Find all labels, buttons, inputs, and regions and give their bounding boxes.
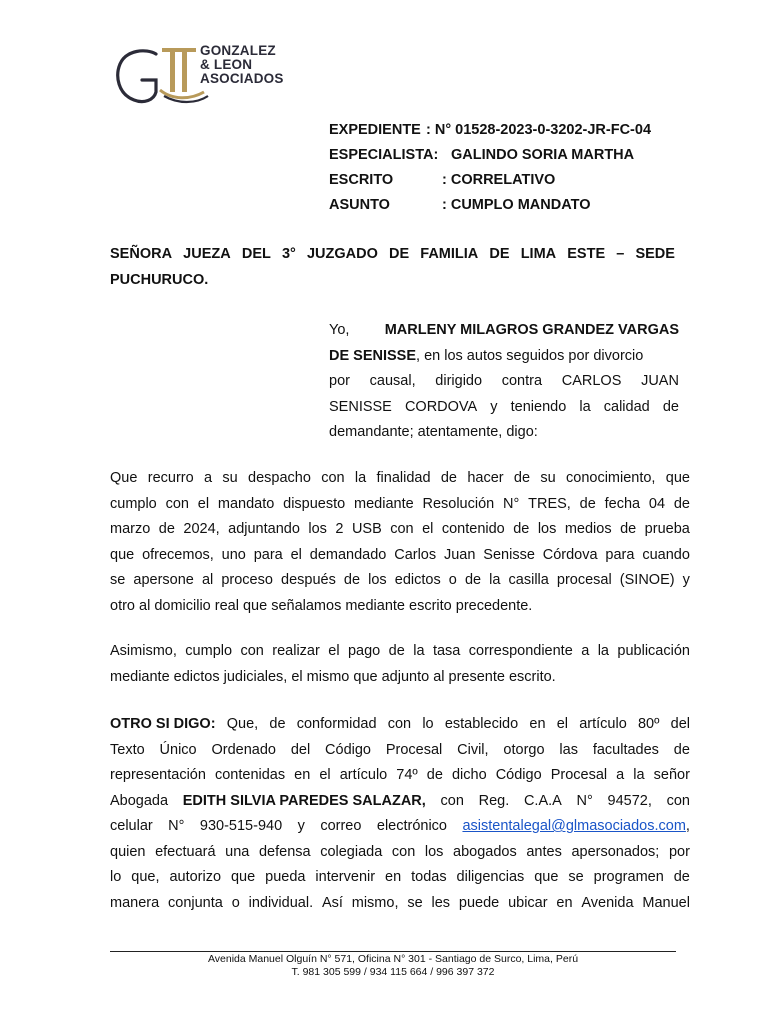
p1-line <box>110 543 690 569</box>
word: o <box>231 894 240 911</box>
p1-line <box>110 492 690 518</box>
word: Manuel <box>642 894 690 911</box>
addressee-word: DE <box>489 246 510 262</box>
word: cumplo <box>185 643 233 659</box>
word: para <box>605 546 635 563</box>
word: la <box>597 643 609 659</box>
word: Asimismo, <box>110 643 177 659</box>
intro-line2-rest: , en los autos seguidos por divorcio <box>416 347 644 364</box>
body-paragraph-1 <box>110 466 690 619</box>
addressee-word: DE <box>389 246 410 262</box>
word: les <box>431 894 451 911</box>
word: defensa <box>258 843 311 860</box>
asunto-row <box>329 195 591 220</box>
word: por <box>329 373 350 389</box>
word: individual. <box>248 894 314 911</box>
word: el <box>422 521 434 537</box>
word: representación <box>110 767 206 783</box>
word: del <box>290 741 311 758</box>
word: de <box>673 741 690 758</box>
addressee-word: – <box>616 246 625 262</box>
especialista-label: ESPECIALISTA: <box>329 147 439 163</box>
word: Senisse <box>483 546 535 563</box>
footer-address: Avenida Manuel Olguín N° 571, Oficina N° 301 - Santiago de Surco, Lima, Perú <box>207 953 579 965</box>
word: manera <box>110 894 160 911</box>
p1-last-line: otro al domicilio real que señalamos mediante escrito precedente. <box>110 597 533 614</box>
word: la <box>579 398 591 415</box>
word: una <box>225 843 250 860</box>
word: intervenir <box>315 869 376 885</box>
footer-phones: T. 981 305 599 / 934 115 664 / 996 397 372 <box>291 966 495 978</box>
footer-divider <box>110 951 676 952</box>
word: Reg. <box>478 792 510 809</box>
word: N° <box>168 818 185 834</box>
word: en <box>529 716 546 732</box>
word: facultades <box>592 741 659 758</box>
addressee-word: LIMA <box>520 246 557 262</box>
word: de <box>579 495 596 512</box>
word: los <box>368 572 387 588</box>
case-header <box>329 120 652 220</box>
word: los <box>308 521 327 537</box>
word: antes <box>526 843 562 860</box>
word: autorizo <box>169 869 222 885</box>
addressee-word: SEÑORA <box>110 246 173 262</box>
p1-line <box>110 517 690 543</box>
intro-line5: demandante; atentamente, digo: <box>329 424 538 440</box>
word: el <box>197 495 210 512</box>
intro-name-part1: MARLENY MILAGROS GRANDEZ VARGAS <box>384 322 679 338</box>
word: con <box>387 716 412 732</box>
word: cuando <box>642 546 690 563</box>
asunto-value: : CUMPLO MANDATO <box>442 197 591 213</box>
word: el <box>319 767 331 783</box>
word: la <box>633 767 645 783</box>
firm-name-line3: ASOCIADOS <box>200 71 284 86</box>
word: de <box>464 572 482 588</box>
word: prueba <box>644 521 690 537</box>
word: USB <box>351 521 382 537</box>
addressee <box>110 241 675 293</box>
escrito-row <box>329 170 556 195</box>
word: establecido <box>444 716 519 732</box>
word: la <box>413 643 425 659</box>
word: N° <box>503 495 520 512</box>
word: marzo <box>110 521 151 537</box>
word: en <box>385 869 402 885</box>
p1-line <box>110 466 690 492</box>
word: C.A.A <box>523 792 562 809</box>
word: puede <box>458 894 500 911</box>
word: se <box>407 894 423 911</box>
word: a <box>581 643 590 659</box>
body-paragraph-2 <box>110 639 690 690</box>
p3-line2 <box>110 738 690 764</box>
word: la <box>489 572 501 588</box>
word: calidad <box>603 398 650 415</box>
word: su <box>540 470 556 486</box>
especialista-row <box>329 145 635 170</box>
word: contenido <box>441 521 505 537</box>
word: tasa <box>432 643 461 659</box>
p3-line3 <box>110 763 690 789</box>
addressee-word: JUEZA <box>183 246 231 262</box>
word: CARLOS <box>561 373 622 389</box>
attorney-name: EDITH SILVIA PAREDES SALAZAR, <box>182 792 426 809</box>
word: medios <box>564 521 612 537</box>
addressee-line1 <box>110 241 675 267</box>
word: apersonados; <box>571 843 660 860</box>
word: hacer <box>467 470 504 486</box>
word: Carlos <box>394 546 437 563</box>
word: teniendo <box>510 398 567 415</box>
word: Único <box>159 741 197 758</box>
word: de <box>388 643 405 659</box>
word: edictos <box>394 572 441 588</box>
p3-line5-email-wrap <box>462 814 690 840</box>
word: cumplo <box>110 495 157 512</box>
word: Código <box>495 767 542 783</box>
word: y <box>490 398 498 415</box>
intro-line2 <box>329 344 679 370</box>
word: con <box>240 643 264 659</box>
word: mismo, <box>351 894 399 911</box>
word: todas <box>411 869 447 885</box>
word: que <box>534 869 559 885</box>
intro-line3 <box>329 369 679 395</box>
word: diligencias <box>456 869 525 885</box>
word: el <box>556 716 569 732</box>
word: electrónico <box>376 818 447 834</box>
addressee-word: ESTE <box>567 246 606 262</box>
word: y <box>297 818 305 834</box>
word: de <box>620 521 637 537</box>
word: a <box>203 470 213 486</box>
word: de <box>440 470 457 486</box>
p3-line1 <box>110 712 690 738</box>
word: Así <box>321 894 343 911</box>
asunto-label: ASUNTO <box>329 197 390 213</box>
p2-line <box>110 639 690 665</box>
intro-line1 <box>329 318 679 344</box>
p3-line6 <box>110 840 690 866</box>
word: para <box>253 546 283 563</box>
p3-line8 <box>110 891 690 917</box>
word: (SINOE) <box>619 572 675 588</box>
word: Que <box>110 470 138 486</box>
escrito-value: : CORRELATIVO <box>442 172 556 188</box>
word: 2024, <box>183 521 220 537</box>
word: la <box>354 470 367 486</box>
addressee-line2: PUCHURUCO. <box>110 272 209 288</box>
firm-name <box>200 44 284 86</box>
footer <box>110 953 676 979</box>
word: casilla <box>508 572 549 588</box>
otro-si-digo-paragraph <box>110 712 690 916</box>
expediente-value: : N° 01528-2023-0-3202-JR-FC-04 <box>426 122 652 138</box>
word: se <box>110 572 126 588</box>
word: de <box>673 869 690 885</box>
word: Texto <box>110 741 145 758</box>
word: publicación <box>617 643 690 659</box>
word: JUAN <box>641 373 679 389</box>
p2-last-line: mediante edictos judiciales, el mismo que adjunto al presente escrito. <box>110 668 556 685</box>
word: adjuntando <box>228 521 300 537</box>
word: y <box>682 572 690 588</box>
word: el <box>290 546 302 563</box>
word: 930-515-940 <box>199 818 283 834</box>
word: uno <box>221 546 246 563</box>
word: a <box>616 767 625 783</box>
word: que <box>230 869 256 885</box>
intro-paragraph <box>329 318 679 446</box>
word: efectuará <box>155 843 216 860</box>
word: despacho <box>248 470 311 486</box>
word: demandado <box>309 546 387 563</box>
p3-line7 <box>110 865 690 891</box>
word: de <box>158 521 175 537</box>
word: correo <box>320 818 362 834</box>
email-link[interactable]: asistentalegal@glmasociados.com <box>462 818 686 834</box>
word: que, <box>131 869 160 885</box>
word: de <box>662 398 679 415</box>
word: pueda <box>265 869 306 885</box>
word: mandato <box>217 495 275 512</box>
addressee-word: DEL <box>241 246 271 262</box>
word: finalidad <box>376 470 431 486</box>
word: por <box>668 843 690 860</box>
word: Código <box>325 741 371 758</box>
word: Procesal <box>385 741 443 758</box>
firm-name-line1: GONZALEZ <box>200 43 276 58</box>
word: mediante <box>354 495 414 512</box>
word: Ordenado <box>211 741 276 758</box>
word: Procesal <box>550 767 608 783</box>
word: el <box>328 643 340 659</box>
word: se <box>568 869 584 885</box>
word: o <box>448 572 457 588</box>
escrito-label: ESCRITO <box>329 172 394 188</box>
word: los <box>424 843 444 860</box>
word: pago <box>347 643 381 659</box>
intro-yo: Yo, <box>329 322 350 338</box>
addressee-word: SEDE <box>635 246 675 262</box>
word: Juan <box>443 546 476 563</box>
word: 04 <box>648 495 666 512</box>
word: otorgo <box>503 741 545 758</box>
word: fecha <box>604 495 641 512</box>
word: con <box>321 470 345 486</box>
addressee-word: JUZGADO <box>306 246 378 262</box>
word: conocimiento, <box>566 470 656 486</box>
word: lo <box>110 869 122 885</box>
word: 74º <box>396 767 418 783</box>
word: proceso <box>221 572 273 588</box>
word: Resolución <box>422 495 495 512</box>
word: con <box>165 495 189 512</box>
word: dirigido <box>435 373 483 389</box>
addressee-word: 3° <box>281 246 296 262</box>
word: correspondiente <box>468 643 573 659</box>
word: TRES, <box>528 495 571 512</box>
word: contenidas <box>214 767 286 783</box>
word: contra <box>501 373 543 389</box>
intro-name-part2: DE SENISSE <box>329 347 417 364</box>
word: lo <box>422 716 434 732</box>
firm-name-line2: & LEON <box>200 57 253 72</box>
word: de <box>513 521 530 537</box>
word: dicho <box>451 767 487 783</box>
word: abogados <box>453 843 517 860</box>
otro-si-digo-label: OTRO SI DIGO: <box>110 716 216 732</box>
word: 80º <box>637 716 660 732</box>
intro-line4 <box>329 395 679 421</box>
expediente-label: EXPEDIENTE <box>329 122 421 138</box>
word: ubicar <box>508 894 548 911</box>
word: CORDOVA <box>404 398 478 415</box>
word: ofrecemos, <box>142 546 214 563</box>
word: en <box>556 894 573 911</box>
word: con <box>666 792 690 809</box>
word: quien <box>110 843 146 860</box>
word: 94572, <box>607 792 652 809</box>
word: artículo <box>339 767 388 783</box>
expediente-row <box>329 120 652 145</box>
word: procesal <box>556 572 612 588</box>
word: con <box>390 521 414 537</box>
p3-line5-post: , <box>685 818 690 834</box>
word: dispuesto <box>283 495 346 512</box>
word: Civil, <box>457 741 489 758</box>
especialista-value: GALINDO SORIA MARTHA <box>451 147 635 163</box>
word: programen <box>593 869 664 885</box>
word: los <box>537 521 557 537</box>
p3-line4 <box>110 789 690 815</box>
p1-line <box>110 568 690 594</box>
word: al <box>201 572 214 588</box>
p3-line5 <box>110 814 690 840</box>
word: realizar <box>272 643 320 659</box>
word: SENISSE <box>329 398 392 415</box>
word: colegiada <box>320 843 383 860</box>
word: las <box>559 741 578 758</box>
word: de <box>426 767 443 783</box>
word: del <box>670 716 690 732</box>
word: de <box>343 572 361 588</box>
word: celular <box>110 818 153 834</box>
word: Córdova <box>542 546 598 563</box>
word: apersone <box>133 572 194 588</box>
word: con <box>391 843 416 860</box>
word: de <box>269 716 286 732</box>
addressee-word: FAMILIA <box>420 246 479 262</box>
word: en <box>294 767 311 783</box>
word: señor <box>653 767 690 783</box>
word: artículo <box>579 716 627 732</box>
word: conformidad <box>296 716 377 732</box>
word: Que, <box>226 716 259 732</box>
word: Avenida <box>581 894 634 911</box>
word: N° <box>576 792 593 809</box>
word: de <box>513 470 531 486</box>
word: conjunta <box>168 894 223 911</box>
word: que <box>665 470 690 486</box>
word: causal, <box>369 373 416 389</box>
word: con <box>440 792 464 809</box>
word: 2 <box>335 521 344 537</box>
word: su <box>222 470 238 486</box>
word: que <box>110 546 135 563</box>
word: de <box>673 495 690 512</box>
word: Abogada <box>110 792 169 809</box>
word: después <box>281 572 336 588</box>
word: recurro <box>147 470 194 486</box>
